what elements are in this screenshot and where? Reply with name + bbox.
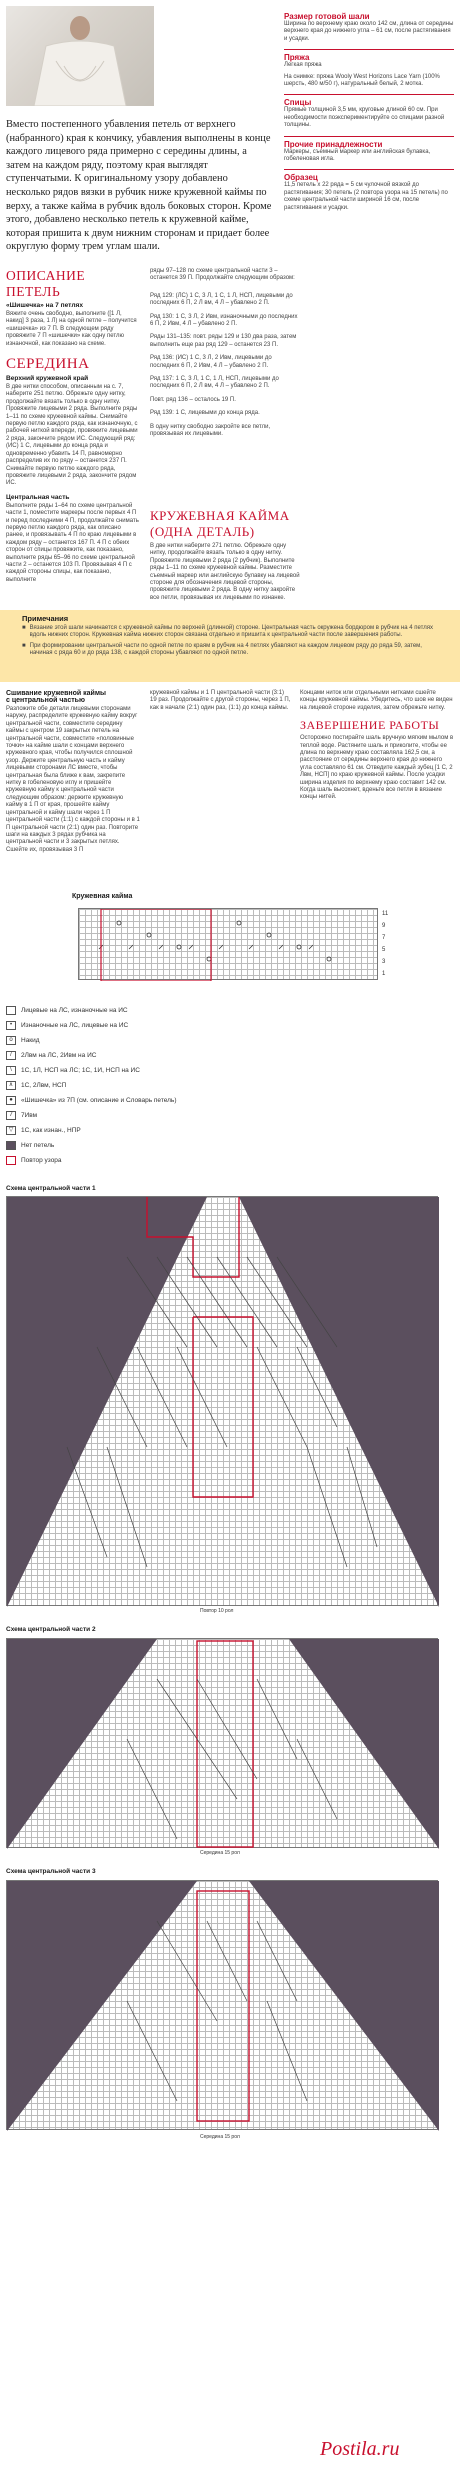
sewing-finish-text: Концами ниток или отдельными нитками сшейте концы кружевной каймы. Убедитесь, что шов не виден на лицевой стороне изделия, затем обрежьте нитку. xyxy=(300,690,453,711)
lace-border-chart xyxy=(78,908,378,980)
note-item: ■ При формировании центральной части по одной петле по краям в рубчик на 4 петлях убавляют на каждом лицевом ряду до ряда 59, затем, начиная с ряда 60 и до ряда 138, с каждой стороны убавляют по одной петле. xyxy=(22,642,422,657)
yarn-photo-text: На снимке: пряжа Wooly West Horizons Lace Yarn (100% шерсть, 480 м/50 г), натуральный белый, 2 мотка. xyxy=(284,73,440,88)
yarn-title: Пряжа xyxy=(284,53,310,63)
row-number: 7 xyxy=(382,935,386,941)
row-instruction: Ряд 129: (ЛС) 1 С, 3 Л, 1 С, 1 Л, НСП, лицевыми до последних 6 П, 2 Л вм, 4 Л – убавлено 2 П. xyxy=(150,292,293,307)
watermark: Postila.ru xyxy=(320,2438,400,2460)
top-border-title: Верхний кружевной край xyxy=(6,375,89,383)
size-text: Ширина по верхнему краю около 142 см, длина от середины верхнего края до нижнего угла – 61 см, после растягивания и усадки. xyxy=(284,21,454,42)
row-number: 1 xyxy=(382,971,386,977)
intro-text: Вместо постепенного убавления петель от верхнего (набранного) края к кончику, убавления выполнены в конце каждого лицевого ряда примерно с середины длины, а затем на каждом ряду, поэтому края выглядят ступенчатыми. К оригинальному узору добавлено несколько рядов вязки в рубчик ниже кружевной каймы по верху, а также кайма в рубчик вдоль боковых сторон. Кроме этого, добавлено несколько петель к кружевной кайме, которая пришита к двум нижним сторонам и придает более округлую форму трем углам шали. xyxy=(6,119,272,253)
chart-2-repeat-note: Середина 15 рол xyxy=(200,1850,240,1856)
rows-top-text: ряды 97–128 по схеме центральной части 3 – останется 39 П. Продолжайте следующим образом: xyxy=(150,268,295,282)
sewing-title-2: с центральной частью xyxy=(6,697,85,704)
center-title: СЕРЕДИНА xyxy=(6,356,90,373)
accessories-text: Маркеры, съемный маркер или английская булавка, гобеленовая игла. xyxy=(284,148,431,163)
lace-border-row-numbers xyxy=(382,908,396,980)
legend-symbol xyxy=(6,1141,16,1150)
row-number: 11 xyxy=(382,911,389,917)
needles-title: Спицы xyxy=(284,98,312,108)
row-number: 3 xyxy=(382,959,386,965)
end-text: Осторожно постирайте шаль вручную мягким мылом в теплой воде. Растяните шаль и приколите, чтобы ее длина по верхнему краю составляла 162,5 см, а расстояние от середины верхнего края до нижнего угла составляло 61 см. Отведите каждый зубец [1 С, 2 Лвм, НСП] по краю кружевной каймы. После усадки ширина изделия по верхнему краю составит 142 см. Когда шаль высохнет, вденьте все петли в вязание концы нитей. xyxy=(300,735,454,801)
center-chart-2-drawing xyxy=(7,1639,439,1849)
note-item: ■ Вязание этой шали начинается с кружевной каймы по верхней (длинной) стороне. Центральная часть окружена бордюром в рубчик на 4 петлях вдоль нижних сторон. Кружевная кайма нижних сторон связана отдельно и пришита к центральной части после завершения работы. xyxy=(22,625,434,639)
top-border-text: В две нитки способом, описанным на с. 7, наберите 251 петлю. Обрежьте одну нитку, продолжайте вязать только в одну нитку. Провяжите лицевыми 2 ряда. Выполните ряды 1–11 по схеме кружевной каймы. Снимайте первую петлю каждого ряда, как изнаночную, с рабочей ниткой впереди, провяжите лицевыми 2 ряда, закончите рядом ИС. Следующий ряд: (ИС) 1 С, лицевыми до конца ряда и одновременно убавить 14 П, равномерно распределив их по ряду – останется 237 П. Снимайте первую петлю каждого ряда, провяжите лицевыми 2 ряда, закончите рядом ИС. xyxy=(6,384,138,487)
legend-symbol: ● xyxy=(6,1096,16,1105)
row-instruction: Повт. ряд 136 – осталось 19 П. xyxy=(150,396,236,403)
legend-symbol: o xyxy=(6,1036,16,1045)
border-title-2: (ОДНА ДЕТАЛЬ) xyxy=(150,524,255,539)
legend-item: \ 1С, 1Л, НСП на ЛС; 1С, 1И, НСП на ИС xyxy=(6,1063,306,1078)
legend-symbol xyxy=(6,1156,16,1165)
sewing-mid-text: кружевной каймы и 1 П центральной части (3:1) 19 раз. Продолжайте с другой стороны, через 1 П, как в начале (2:1) один раз, (1:1) до конца каймы. xyxy=(150,690,291,711)
legend-item: 7 7Ивм xyxy=(6,1108,306,1123)
sewing-right xyxy=(300,690,454,802)
notes-title: Примечания xyxy=(22,614,69,623)
chart-3-repeat-note: Середина 15 рол xyxy=(200,2134,240,2140)
row-instruction: Ряд 136: (ИС) 1 С, 3 Л, 2 Ивм, лицевыми до последних 6 П, 2 Ивм, 4 Л – убавлено 2 П. xyxy=(150,355,272,369)
lace-border-chart-title: Кружевная кайма xyxy=(72,893,133,900)
legend-symbol: ∧ xyxy=(6,1081,16,1090)
size-title: Размер готовой шали xyxy=(284,12,370,21)
row-number: 9 xyxy=(382,923,386,929)
border-text: В две нитки наберите 271 петлю. Обрежьте одну нитку, продолжайте вязать только в одну нитку. Провяжите лицевыми 2 ряда (2 рубчик). Выполните ряды 1–11 по схеме кружевной каймы. Разместите съемный маркер или английскую булавку на лицевой стороне для обозначения лицевой стороны, провяжите лицевыми 2 ряда. В одну нитку закройте все петли, провязывая их лицевыми по изнанке. xyxy=(150,543,300,601)
legend-item: / 2Лвм на ЛС, 2Ивм на ИС xyxy=(6,1048,306,1063)
sample-title: Образец xyxy=(284,173,318,183)
legend xyxy=(6,1003,306,1168)
rows-list xyxy=(150,293,300,418)
needles-text: Прямые толщиной 3,5 мм, круговые длиной 60 см. При необходимости поэкспериментируйте со спицами разной толщины. xyxy=(284,107,445,129)
legend-symbol xyxy=(6,1006,16,1015)
center-chart-2 xyxy=(6,1638,438,1848)
shishechka-title: «Шишечка» на 7 петлях xyxy=(6,302,84,309)
end-title: ЗАВЕРШЕНИЕ РАБОТЫ xyxy=(300,718,440,733)
loops-title: ОПИСАНИЕ ПЕТЕЛЬ xyxy=(6,268,86,299)
legend-item: ∧ 1С, 2Лвм, НСП xyxy=(6,1078,306,1093)
rows-column xyxy=(150,268,300,439)
notes-box xyxy=(0,610,460,682)
shishechka-text: Вяжите очень свободно, выполните ([1 Л, накид] 3 раза, 1 Л) на одной петле – получится «шишечка» из 7 П. В следующем ряду провяжите 7 П «шишечки» как одну петлю изнаночной, как показано на схеме. xyxy=(6,311,137,347)
legend-item: Повтор узора xyxy=(6,1153,306,1168)
left-column xyxy=(6,268,140,584)
central-part-text: Выполните ряды 1–64 по схеме центральной части 1, поместите маркеры после первых 4 П и перед последними 4 П, продолжайте снимать первую петлю каждого ряда, как описано ранее, и провязывать 4 П по краю лицевыми в каждом ряду – останется 167 П. 4 П с обеих сторон от спицы провяжите, как показано, выполните ряды 65–96 по схеме центральной части 2 – останется 103 П. Провязывая 4 П с каждой стороны спицы, как показано, выполните xyxy=(6,502,139,583)
lace-border-symbols xyxy=(79,909,379,981)
legend-item: ● «Шишечка» из 7П (см. описание и Словарь петель) xyxy=(6,1093,306,1108)
right-column xyxy=(284,12,454,212)
center-chart-3 xyxy=(6,1880,438,2130)
shawl-photo xyxy=(6,6,154,106)
sewing-title-1: Сшивание кружевной каймы xyxy=(6,690,107,697)
legend-symbol: • xyxy=(6,1021,16,1030)
center-chart-3-drawing xyxy=(7,1881,439,2131)
center-chart-3-title: Схема центральной части 3 xyxy=(6,1868,96,1875)
center-chart-1-title: Схема центральной части 1 xyxy=(6,1185,96,1192)
legend-symbol: / xyxy=(6,1051,16,1060)
legend-item: ▽ 1С, как изнан., НПР xyxy=(6,1123,306,1138)
central-part-title: Центральная часть xyxy=(6,493,70,501)
sewing-text: Разложите обе детали лицевыми сторонами наружу, распределите кружевную кайму вокруг центральной части, совместите середину каймы с центром 19 закрытых петель на центральной части, совместите «половинные точки» на кайме шали с концами верхнего кружевного края, чтобы получился сплошной узор. Держите центральную часть и кайму лицевыми сторонами ЛС вместе, чтобы центральная была ближе к вам, закрепите нитку в гобеленовую иглу и пришейте кружевную кайму к центральной части следующим образом: держите кружевную кайму в 1 П от края, прошейте кайму центральной и кайму шали через 1 П центральной части (1:1) с каждой стороны и в 1 П центральной части (2:1) один раз. Повторите шаги на каждых 3 рядах рубчика на центральной части и 3 закрытых петлях. Сшейте их, провязывая 3 П xyxy=(6,706,140,853)
row-instruction: Ряд 130: 1 С, 3 Л, 2 Ивм, изнаночными до последних 6 П, 2 Ивм, 4 Л – убавлено 2 П. xyxy=(150,313,298,328)
legend-symbol: 7 xyxy=(6,1111,16,1120)
center-chart-1-drawing xyxy=(7,1197,439,1607)
rows-finish-text: В одну нитку свободно закройте все петли, провязывая их лицевыми. xyxy=(150,423,271,438)
center-chart-2-title: Схема центральной части 2 xyxy=(6,1626,96,1633)
legend-item: o Накид xyxy=(6,1033,306,1048)
yarn-text: Легкая пряжа xyxy=(284,62,322,69)
border-section xyxy=(150,508,450,602)
sewing-left xyxy=(6,690,140,854)
row-instruction: Ряды 131–135: повт. ряды 129 и 130 два раза, затем выполнить еще раз ряд 129 – останется 23 П. xyxy=(150,334,297,348)
center-chart-1 xyxy=(6,1196,438,1606)
row-instruction: Ряд 139: 1 С, лицевыми до конца ряда. xyxy=(150,410,260,417)
border-title-1: КРУЖЕВНАЯ КАЙМА xyxy=(150,508,290,523)
shawl-illustration xyxy=(6,6,154,106)
chart-1-repeat-note: Повтор 10 рол xyxy=(200,1608,234,1614)
legend-symbol: ▽ xyxy=(6,1126,16,1135)
row-instruction: Ряд 137: 1 С, 3 Л, 1 С, 1 Л, НСП, лицевыми до последних 6 П, 2 Л вм, 4 Л – убавлено 2 П. xyxy=(150,376,279,390)
legend-item: Лицевые на ЛС, изнаночные на ИС xyxy=(6,1003,306,1018)
legend-item: • Изнаночные на ЛС, лицевые на ИС xyxy=(6,1018,306,1033)
row-number: 5 xyxy=(382,947,386,953)
legend-symbol: \ xyxy=(6,1066,16,1075)
legend-item: Нет петель xyxy=(6,1138,306,1153)
sewing-mid xyxy=(150,690,292,712)
accessories-title: Прочие принадлежности xyxy=(284,139,383,149)
sample-text: 11,5 петель х 22 ряда = 5 см чулочной вязкой до растягивания; 30 петель (2 повтора узора на 15 петель) по схеме центральной части шириной 16 см, после растягивания и усадки. xyxy=(284,182,448,211)
